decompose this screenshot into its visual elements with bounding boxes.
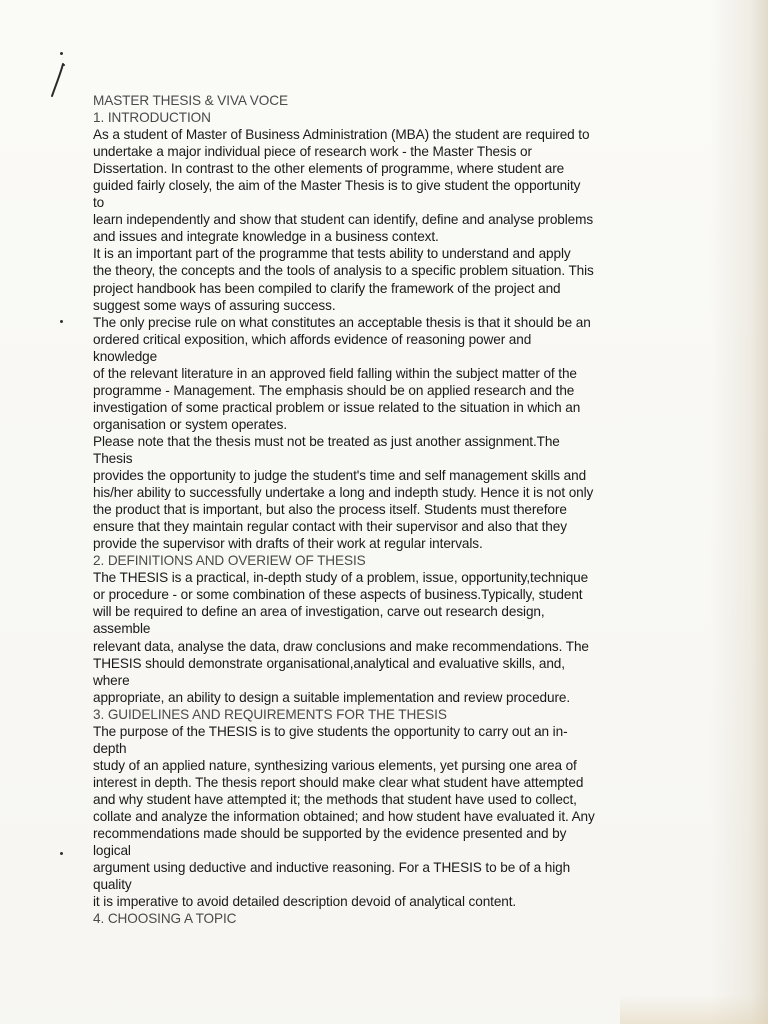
body-line: recommendations made should be supported by the evidence presented and by [93, 826, 567, 842]
stray-dot-icon [60, 52, 63, 55]
body-line: Thesis [93, 450, 133, 466]
body-line: provides the opportunity to judge the student's time and self management skills and [93, 468, 587, 484]
body-line: relevant data, analyse the data, draw conclusions and make recommendations. The [93, 638, 589, 654]
body-line: the product that is important, but also the process itself. Students must therefore [93, 502, 567, 518]
body-line: the theory, the concepts and the tools of analysis to a specific problem situation. This [93, 263, 594, 279]
body-line: As a student of Master of Business Administration (MBA) the student are required to [93, 127, 590, 143]
body-line: The purpose of the THESIS is to give students the opportunity to carry out an in- [93, 723, 568, 739]
body-line: programme - Management. The emphasis should be on applied research and the [93, 382, 575, 398]
body-line: project handbook has been compiled to clarify the framework of the project and [93, 280, 561, 296]
section-heading-choosing-topic: 4. CHOOSING A TOPIC [93, 911, 237, 927]
page-fold-shadow [620, 995, 768, 1024]
body-line: assemble [93, 621, 151, 637]
body-line: The THESIS is a practical, in-depth study of a problem, issue, opportunity,technique [93, 570, 589, 586]
section-heading-guidelines: 3. GUIDELINES AND REQUIREMENTS FOR THE THESIS [93, 706, 447, 722]
body-line: his/her ability to successfully undertake a long and indepth study. Hence it is not only [93, 485, 594, 501]
stray-dot-icon [60, 320, 63, 323]
document-body [93, 92, 683, 927]
page-edge-shadow [710, 0, 768, 1024]
body-line: ensure that they maintain regular contact with their supervisor and also that they [93, 519, 567, 535]
body-line: where [93, 672, 130, 688]
body-line: to [93, 195, 105, 211]
body-line: appropriate, an ability to design a suitable implementation and review procedure. [93, 689, 571, 705]
stray-dot-icon [60, 852, 63, 855]
body-line: study of an applied nature, synthesizing various elements, yet pursing one area of [93, 757, 577, 773]
body-line: depth [93, 740, 127, 756]
body-line: argument using deductive and inductive reasoning. For a THESIS to be of a high [93, 860, 571, 876]
body-line: ordered critical exposition, which affords evidence of reasoning power and [93, 331, 532, 347]
body-line: of the relevant literature in an approved field falling within the subject matter of the [93, 365, 577, 381]
document-title: MASTER THESIS & VIVA VOCE [93, 93, 288, 108]
body-line: It is an important part of the programme that tests ability to understand and apply [93, 246, 571, 262]
body-line: will be required to define an area of investigation, carve out research design, [93, 604, 545, 620]
section-heading-definitions: 2. DEFINITIONS AND OVERIEW OF THESIS [93, 553, 366, 569]
body-line: it is imperative to avoid detailed description devoid of analytical content. [93, 894, 517, 910]
body-line: provide the supervisor with drafts of their work at regular intervals. [93, 536, 483, 552]
handwritten-slash-mark-icon [50, 62, 68, 98]
body-line: quality [93, 877, 132, 893]
body-line: knowledge [93, 348, 158, 364]
body-line: guided fairly closely, the aim of the Master Thesis is to give student the opportunity [93, 178, 581, 194]
body-line: Dissertation. In contrast to the other elements of programme, where student are [93, 161, 565, 177]
body-line: organisation or system operates. [93, 416, 288, 432]
body-line: collate and analyze the information obtained; and how student have evaluated it. Any [93, 808, 595, 824]
body-line: Please note that the thesis must not be treated as just another assignment.The [93, 433, 560, 449]
section-heading-introduction: 1. INTRODUCTION [93, 110, 211, 126]
body-line: learn independently and show that student can identify, define and analyse problems [93, 212, 594, 228]
body-line: and issues and integrate knowledge in a business context. [93, 229, 439, 245]
body-line: undertake a major individual piece of research work - the Master Thesis or [93, 144, 532, 160]
body-line: investigation of some practical problem or issue related to the situation in which an [93, 399, 581, 415]
body-line: and why student have attempted it; the methods that student have used to collect, [93, 791, 577, 807]
body-line: or procedure - or some combination of these aspects of business.Typically, student [93, 587, 583, 603]
body-line: logical [93, 843, 131, 859]
body-line: interest in depth. The thesis report should make clear what student have attempted [93, 774, 584, 790]
body-line: THESIS should demonstrate organisational,analytical and evaluative skills, and, [93, 655, 565, 671]
body-line: The only precise rule on what constitutes an acceptable thesis is that it should be an [93, 314, 591, 330]
body-line: suggest some ways of assuring success. [93, 297, 336, 313]
